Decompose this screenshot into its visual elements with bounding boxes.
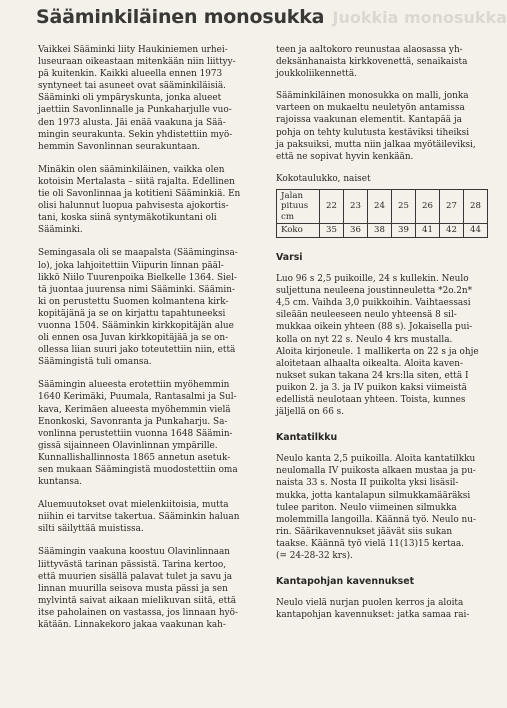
section-heading-kantatilkku: Kantatilkku [276, 432, 338, 444]
table-cell: 41 [416, 224, 440, 238]
right-column [276, 44, 490, 631]
next-page-title-ghost: Juokkia monosukka [332, 8, 507, 27]
table-row [277, 224, 488, 238]
intro-paragraph: teen ja aaltokoro reunustaa alaosassa yh- deksänhanaista kirkkovenettä, senaikaista joukkoliikennettä. [276, 45, 468, 80]
size-table [276, 189, 488, 238]
history-paragraph-5: Aluemuutokset ovat mielenkiitoisia, mutta niihin ei tarvitse takertua. Sääminkin haluan silti säilyttää muistissa. [38, 500, 240, 535]
table-cell: 35 [320, 224, 344, 238]
table-row-label: Jalan pituus cm [277, 189, 320, 224]
table-cell: 42 [440, 224, 464, 238]
table-cell: 23 [344, 189, 368, 224]
section-text-varsi: Luo 96 s 2,5 puikoille, 24 s kullekin. Neulo suljettuna neuleena joustinneuletta *2o.2n* 4,5 cm. Vaihda 3,0 puikkoihin. Vaihtaessasi sileään neuleeseen neulo yhteensä 8 sil- mukkaa oikein yhteen (88 s). Jokaisella pui- kolla on nyt 22 s. Neulo 4 krs mustalla. Aloita kirjoneule. 1 mallikerta on 22 s ja ohje aloitetaan alhaalta oikealta. Aloita kaven- nukset sukan takana 24 krs:lla siten, että I puikon 2. ja 3. ja IV puikon kaksi viimeistä edellistä neulotaan yhteen. Toista, kunnes jäljellä on 66 s. [276, 274, 479, 418]
left-column [38, 44, 252, 642]
size-table-caption: Kokotaulukko, naiset [276, 173, 371, 184]
table-cell: 36 [344, 224, 368, 238]
design-paragraph: Sääminkiläinen monosukka on malli, jonka varteen on mukaeltu neuletyön antamissa rajoissa vaakunan elementit. Kantapää ja pohja on tehty kulutusta kestäviksi tiheiksi ja paksuiksi, mutta niin jalkaa myötäileviksi, että ne sopivat hyvin kenkään. [276, 91, 476, 162]
history-paragraph-1: Vaikkei Sääminki liity Haukiniemen urhei- luseuraan oikeastaan mitenkään niin liittyy- pä kuitenkin. Kaikki alueella ennen 1973 syntyneet tai asuneet ovat sääminkiläisiä. Sääminki oli ympäryskunta, jonka alueet jaettiin Savonlinnalle ja Punkaharjulle vuo- den 1973 alusta. Jäi enää vaakuna ja Sää- mingin seurakunta. Sekin yhdistettiin myö- hemmin Savonlinnan seurakuntaan. [38, 45, 236, 152]
history-paragraph-4: Säämingin alueesta erotettiin myöhemmin 1640 Kerimäki, Puumala, Rantasalmi ja Sul- kava, Kerimäen alueesta myöhemmin vielä Enonkoski, Savonranta ja Punkaharju. Sa- vonlinna perustettiin vuonna 1648 Säämin- gissä sijainneen Olavinlinnan ympärille. Kunnallishallinnosta 1865 annetun asetuk- sen mukaan Säämingistä muodostettiin oma kuntansa. [38, 380, 238, 488]
section-heading-kantapohja: Kantapohjan kavennukset [276, 576, 415, 588]
history-paragraph-3: Semingasala oli se maapalsta (Sääminginsa- lo), joka lahjoitettiin Viipurin linnan pääl- likkö Niilo Tuurenpoika Bielkelle 1364. Siel- tä juontaa juurensa nimi Sääminki. Säämin- ki on perustettu Suomen kolmantena kirk- kopitäjänä ja se on kirjattu tapahtuneeksi vuonna 1504. Sääminkin kirkkopitäjän alue oli ennen osa Juvan kirkkopitäjää ja se on- ollessa liian suuri jako toteutettiin niin, että Säämingistä tuli omansa. [38, 248, 238, 368]
table-row [277, 189, 488, 224]
table-cell: 39 [392, 224, 416, 238]
history-paragraph-2: Minäkin olen sääminkiläinen, vaikka olen kotoisin Mertalasta – siitä rajalta. Edellinen tie oli Savonlinnaa ja kotitieni Sääminkiä. En olisi halunnut luopua pahvisesta ajokortis- tani, koska siinä syntymäkotikuntani oli Sääminki. [38, 164, 241, 236]
table-cell: 24 [368, 189, 392, 224]
section-text-kantapohja: Neulo vielä nurjan puolen kerros ja aloita kantapohjan kavennukset: jatka samaa rai- [276, 598, 470, 621]
table-cell: 27 [440, 189, 464, 224]
history-paragraph-6: Säämingin vaakuna koostuu Olavinlinnaan liittyvästä tarinan pässistä. Tarina kertoo, että muurien sisällä palavat tulet ja savu ja linnan muurilla seisova musta pässi ja sen mylvintä saivat aikaan mielikuvan siitä, että itse paholainen on vastassa, jos linnaan hyö- kätään. Linnakekoro jakaa vaakunan kah- [38, 547, 238, 631]
table-cell: 44 [464, 224, 488, 238]
table-cell: 25 [392, 189, 416, 224]
page-title: Sääminkiläinen monosukka [36, 6, 325, 28]
table-cell: 38 [368, 224, 392, 238]
section-heading-varsi: Varsi [276, 251, 303, 263]
table-cell: 26 [416, 189, 440, 224]
section-text-kantatilkku: Neulo kanta 2,5 puikoilla. Aloita kantatilkku neulomalla IV puikosta alkaen mustaa ja pu- naista 33 s. Nosta II puikolta yksi lisäsil- mukka, jotta kantalapun silmukkamääräksi tulee pariton. Neulo viimeinen silmukka molemmilla langoilla. Käännä työ. Neulo nu- rin. Säärikavennukset jäävät siis sukan taakse. Käännä työ vielä 11(13)15 kertaa. (= 24-28-32 krs). [276, 454, 476, 561]
table-cell: 28 [464, 189, 488, 224]
table-row-label: Koko [277, 224, 320, 238]
table-cell: 22 [320, 189, 344, 224]
